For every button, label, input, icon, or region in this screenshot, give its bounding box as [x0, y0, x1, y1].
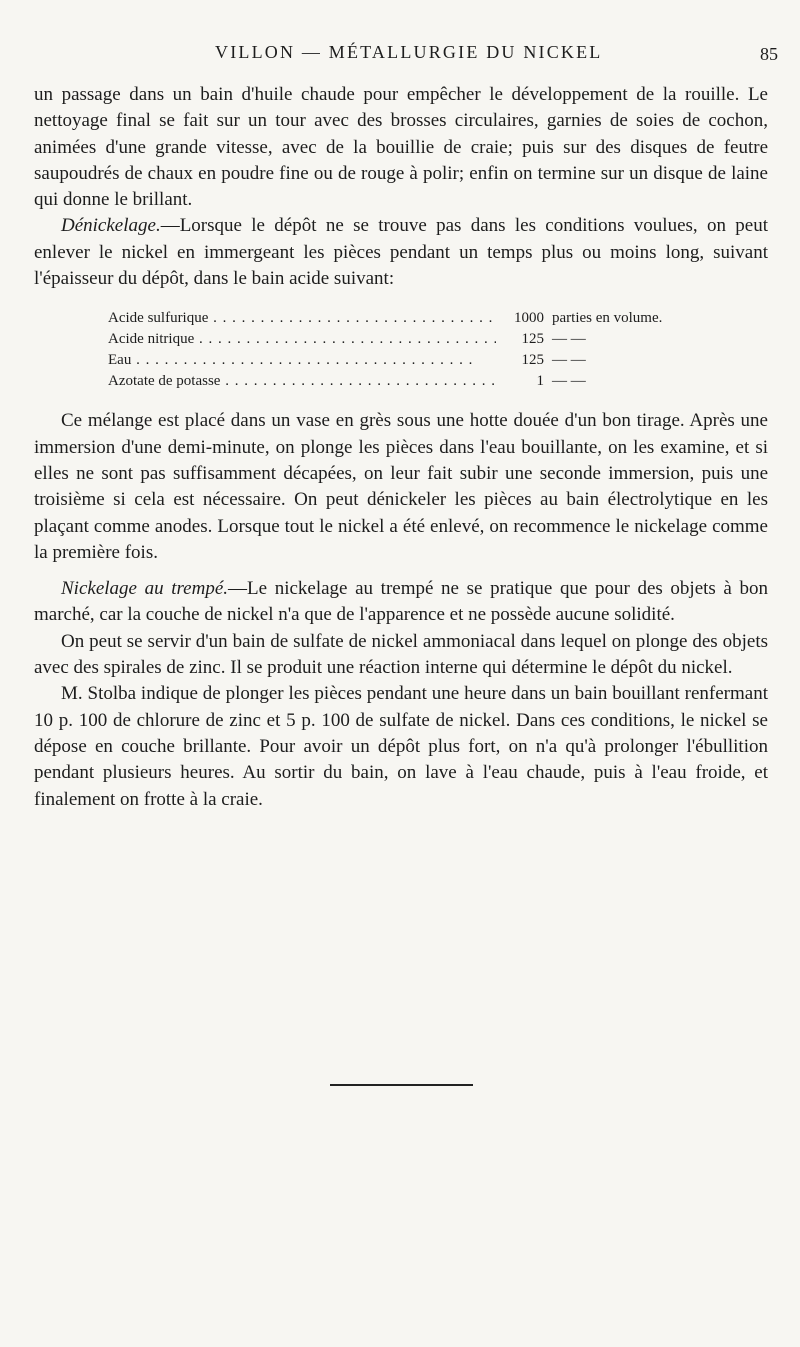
- recipe-ingredient: Acide sulfurique . . .: [108, 308, 496, 329]
- paragraph-5: On peut se servir d'un bain de sulfate de nickel ammoniacal dans lequel on plonge des objets avec des spirales de zinc. Il se produit une réaction interne qui détermine le dépôt du nickel.: [34, 630, 768, 679]
- paragraph-6: M. Stolba indique de plonger les pièces pendant une heure dans un bain bouillant renfermant 10 p. 100 de chlorure de zinc et 5 p. 100 de sulfate de nickel. Dans ces conditions, le nickel se dépose en couche brillante. Pour avoir un dépôt plus fort, on n'a qu'à prolonger l'ébullition pendant plusieurs heures. Au sortir du bain, on lave à l'eau chaude, puis à l'eau froide, et finalement on frotte à la craie.: [34, 683, 768, 810]
- recipe-unit: — —: [552, 352, 586, 369]
- recipe-ingredient: Azotate de potasse . . .: [108, 371, 496, 392]
- paragraph-denickelage: [34, 213, 768, 292]
- recipe-ingredient: Eau . . .: [108, 350, 496, 371]
- paragraph-3: Ce mélange est placé dans un vase en grès sous une hotte douée d'un bon tirage. Après une immersion d'une demi-minute, on plonge les pièces dans l'eau bouillante, on les examine, et si elles ne sont pas suffisamment décapées, on leur fait subir une seconde immersion, puis une troisième si cela est nécessaire. On peut dénickeler les pièces au bain électrolytique en les plaçant comme anodes. Lorsque tout le nickel a été enlevé, on recommence le nickelage comme la première fois.: [34, 410, 768, 563]
- paragraph-2-text: —Lorsque le dépôt ne se trouve pas dans les conditions voulues, on peut enlever le nickel en immergeant les pièces pendant un temps plus ou moins long, suivant l'épaisseur du dépôt, dans le bain acide suivant:: [34, 215, 768, 290]
- page-number: 85: [760, 44, 778, 64]
- recipe-quantity: 1000: [514, 310, 544, 327]
- paragraph-1: un passage dans un bain d'huile chaude pour empêcher le développement de la rouille. Le nettoyage final se fait sur un tour avec des brosses circulaires, garnies de soies de cochon, animées d'une grande vitesse, avec de la bouillie de craie; puis sur des disques de feutre saupoudrés de chaux en poudre fine ou de rouge à polir; enfin on termine sur un disque de laine qui donne le brillant.: [34, 84, 768, 211]
- recipe-unit: parties en volume.: [552, 310, 663, 327]
- section-heading-denickelage: Dénickelage.: [61, 215, 161, 237]
- acid-bath-recipe: [108, 308, 708, 392]
- body-text: [34, 82, 768, 813]
- recipe-quantity: 125: [521, 331, 544, 348]
- recipe-unit: — —: [552, 373, 586, 390]
- page-header: [0, 42, 800, 72]
- recipe-ingredient: Acide nitrique . . .: [108, 329, 496, 350]
- recipe-row: [108, 329, 708, 350]
- running-title: VILLON — MÉTALLURGIE DU NICKEL: [215, 42, 603, 62]
- recipe-unit: — —: [552, 331, 586, 348]
- paragraph-nickelage-trempe: [34, 576, 768, 629]
- paragraph-4-text: —Le nickelage au trempé ne se pratique que pour des objets à bon marché, car la couche de nickel n'a que de l'apparence et ne possède aucune solidité.: [34, 578, 768, 626]
- recipe-row: [108, 371, 708, 392]
- recipe-quantity: 125: [521, 352, 544, 369]
- end-rule-divider: [330, 1084, 473, 1086]
- recipe-quantity: 1: [536, 373, 544, 390]
- section-heading-nickelage-trempe: Nickelage au trempé.: [61, 578, 229, 600]
- recipe-row: [108, 308, 708, 329]
- recipe-row: [108, 350, 708, 371]
